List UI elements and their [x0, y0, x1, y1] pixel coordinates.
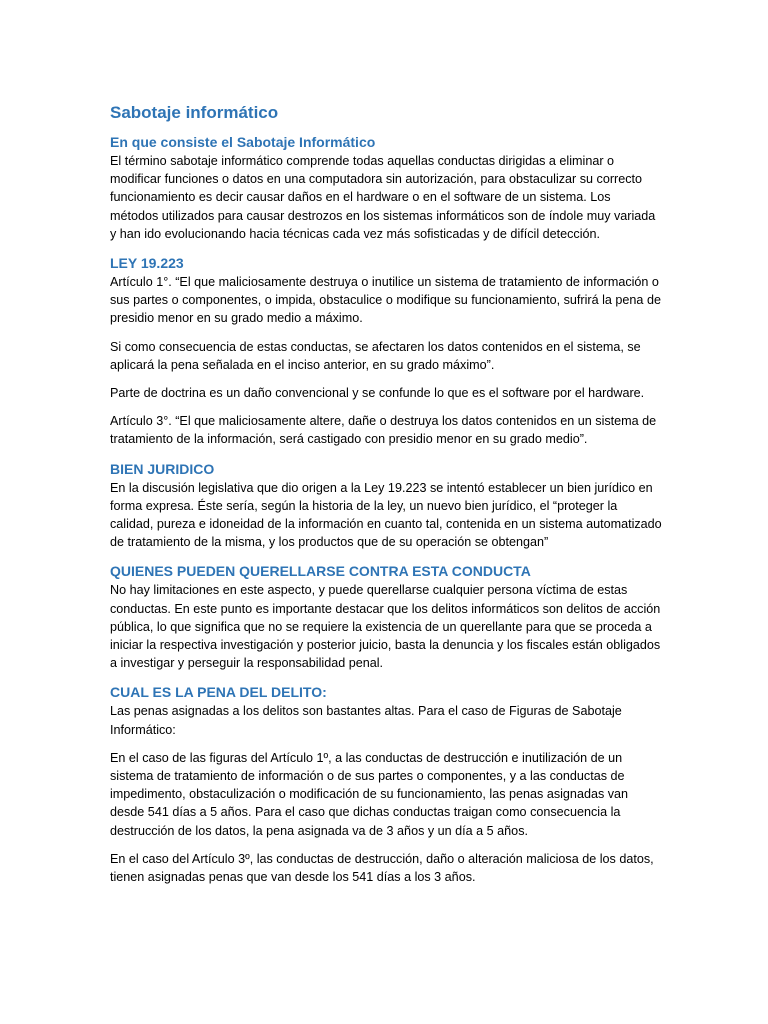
document-title: Sabotaje informático: [110, 103, 279, 122]
document-page: [110, 102, 662, 886]
section-heading-sabotaje: En que consiste el Sabotaje Informático: [110, 134, 376, 150]
section-heading-querellarse: QUIENES PUEDEN QUERELLARSE CONTRA ESTA CONDUCTA: [110, 563, 531, 580]
paragraph-doctrina: Parte de doctrina es un daño convencional y se confunde lo que es el software por el hardware.: [110, 386, 645, 401]
paragraph-bien-juridico: En la discusión legislativa que dio origen a la Ley 19.223 se intentó establecer un bien jurídico en forma expresa. Éste sería, según la historia de la ley, un nuevo bien jurídico, el “proteger la calidad, pureza e idoneidad de la información en cuanto tal, contenida en un sistema automatizado de tratamiento de la misma, y los productos que de su operación se obtengan”: [110, 480, 662, 550]
paragraph-penas-articulo-3: En el caso del Artículo 3º, las conductas de destrucción, daño o alteración maliciosa de los datos, tienen asignadas penas que van desde los 541 días a los 3 años.: [110, 851, 654, 885]
section-heading-bien-juridico: BIEN JURIDICO: [110, 460, 215, 477]
paragraph-querellarse: No hay limitaciones en este aspecto, y puede querellarse cualquier persona víctima de estas conductas. En este punto es importante destacar que los delitos informáticos son delitos de acción pública, lo que significa que no se requiere la existencia de un querellante para que se proceda a iniciar la respectiva investigación y posterior juicio, basta la denuncia y los fiscales están obligados a investigar y perseguir la responsabilidad penal.: [110, 583, 661, 671]
paragraph-articulo-3: Artículo 3°. “El que maliciosamente altere, dañe o destruya los datos contenidos en un sistema de tratamiento de la información, será castigado con presidio menor en su grado medio”.: [110, 414, 657, 447]
section-heading-ley: LEY 19.223: [110, 255, 184, 272]
section-heading-pena: CUAL ES LA PENA DEL DELITO:: [110, 684, 327, 701]
paragraph-sabotaje-definicion: El término sabotaje informático comprende todas aquellas conductas dirigidas a eliminar o modificar funciones o datos en una computadora sin autorización, para obstaculizar su correcto funcionamiento es decir causar daños en el hardware o en el software de un sistema. Los métodos utilizados para causar destrozos en los sistemas informáticos son de índole muy variada y han ido evolucionando hacia técnicas cada vez más sofisticadas y de difícil detección.: [110, 154, 656, 241]
paragraph-articulo-1: Artículo 1°. “El que maliciosamente destruya o inutilice un sistema de tratamiento de información o sus partes o componentes, o impida, obstaculice o modifique su funcionamiento, sufrirá la pena de presidio menor en su grado medio a máximo.: [110, 275, 661, 326]
paragraph-consecuencia: Si como consecuencia de estas conductas, se afectaren los datos contenidos en el sistema, se aplicará la pena señalada en el inciso anterior, en su grado máximo”.: [110, 339, 641, 372]
paragraph-penas-articulo-1: En el caso de las figuras del Artículo 1º, a las conductas de destrucción e inutilización de un sistema de tratamiento de información o de sus partes o componentes, y a las conductas de impedimento, obstaculización o modificación de su funcionamiento, las penas asignadas van desde 541 días a 5 años. Para el caso que dichas conductas traigan como consecuencia la destrucción de los datos, la pena asignada va de 3 años y un día a 5 años.: [110, 750, 629, 838]
paragraph-penas-intro: Las penas asignadas a los delitos son bastantes altas. Para el caso de Figuras de Sabotaje Informático:: [110, 704, 622, 737]
